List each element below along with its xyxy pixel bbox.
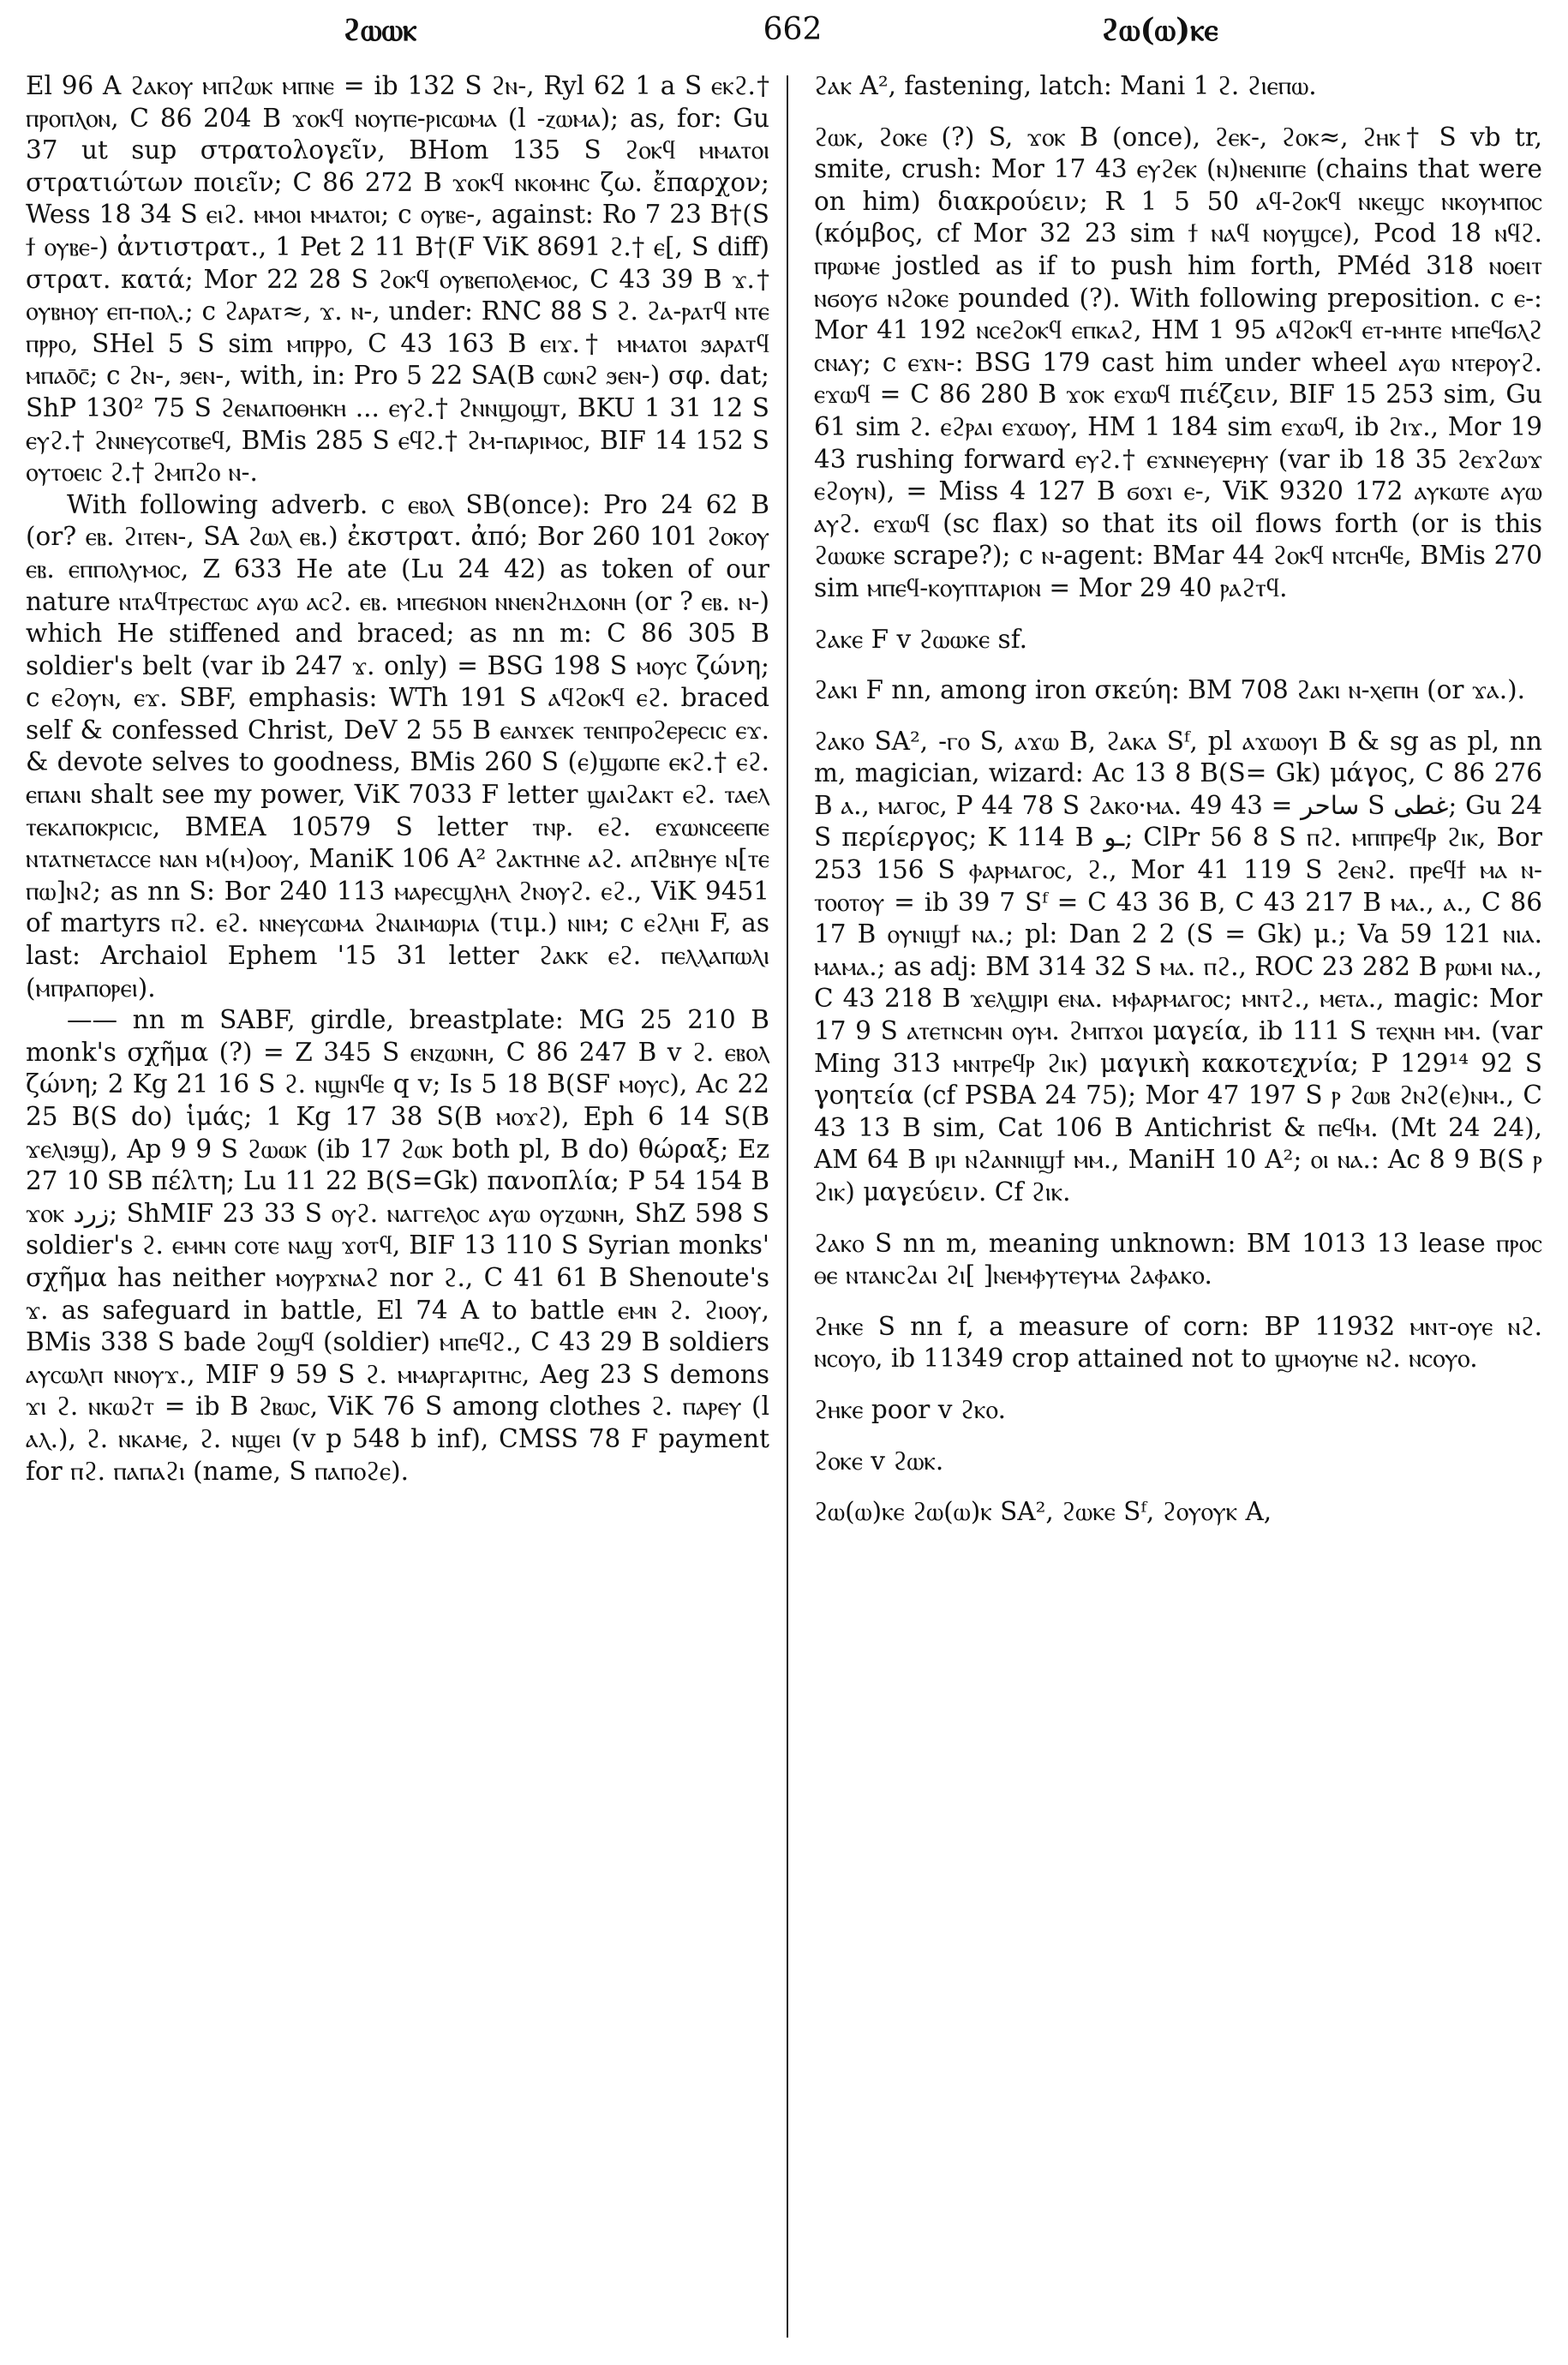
entry-paragraph: ϩⲏⲕⲉ S nn f, a measure of corn: BP 11932 ⲙⲛⲧ-ⲟⲩⲉ ⲛϩ. ⲛⲥⲟⲩⲟ, ib 11349 crop attained not to ϣⲙⲟⲩⲛⲉ ⲛϩ. ⲛⲥⲟⲩⲟ.: [814, 1311, 1542, 1374]
entry-paragraph: ϩⲟⲕⲉ v ϩⲱⲕ.: [814, 1446, 944, 1476]
entry-paragraph: ϩⲏⲕⲉ poor v ϩⲕⲟ.: [814, 1394, 1007, 1424]
entry-paragraph: ϩⲁⲕⲉ F v ϩⲱⲱⲕⲉ sf.: [814, 624, 1027, 654]
entry-paragraph: El 96 A ϩⲁⲕⲟⲩ ⲙⲡϩⲱⲕ ⲙⲡⲛⲉ = ib 132 S ϩⲛ-, Ryl 62 1 a S ⲉⲕϩ.† ⲡⲣⲟⲡⲗⲟⲛ, C 86 204 B ϫⲟⲕϥ ⲛⲟⲩⲡⲉ-ⲣⲓⲥⲱⲙⲁ (l -ⲍⲱⲙⲁ); as, for: Gu 37 ut sup στρατολογεῖν, BHom 135 S ϩⲟⲕϥ ⲙⲙⲁⲧⲟⲓ στρατιώτων ποιεῖν; C 86 272 B ϫⲟⲕϥ ⲛⲕⲟⲙⲏⲥ ζω. ἔπαρχον; Wess 18 34 S ⲉⲓϩ. ⲙⲙⲟⲓ ⲙⲙⲁⲧⲟⲓ; c ⲟⲩⲃⲉ-, against: Ro 7 23 B†(S ϯ ⲟⲩⲃⲉ-) ἀντιστρατ., 1 Pet 2 11 B†(F ViK 8691 ϩ.† ⲉ[, S diff) στρατ. κατά; Mor 22 28 S ϩⲟⲕϥ ⲟⲩⲃⲉⲡⲟⲗⲉⲙⲟⲥ, C 43 39 B ϫ.† ⲟⲩⲃⲏⲟⲩ ⲉⲡ-ⲡⲟⲗ.; c ϩⲁⲣⲁⲧ≈, ϫ. ⲛ-, under: RNC 88 S ϩ. ϩⲁ-ⲣⲁⲧϥ ⲛⲧⲉ ⲡⲣⲣⲟ, SHel 5 S sim ⲙⲡⲣⲣⲟ, C 43 163 B ⲉⲓϫ.† ⲙⲙⲁⲧⲟⲓ ϧⲁⲣⲁⲧϥ ⲙⲡⲁⲟ̄ⲥ̄; c ϩⲛ-, ϧⲉⲛ-, with, in: Pro 5 22 SA(B ⲥⲱⲛϩ ϧⲉⲛ-) σφ. dat; ShP 130² 75 S ϩⲉⲛⲁⲡⲟⲑⲏⲕⲏ ... ⲉⲩϩ.† ϩⲛⲛϣⲟϣⲧ, BKU 1 31 12 S ⲉⲩϩ.† ϩⲛⲛⲉⲩⲥⲟⲧⲃⲉϥ, BMis 285 S ⲉϥϩ.† ϩⲙ-ⲡⲁⲣⲓⲙⲟⲥ, BIF 14 152 S ⲟⲩⲧⲟⲉⲓⲥ ϩ.† ϩⲙⲡϩⲟ ⲛ-.: [26, 71, 769, 488]
entry-paragraph: ϩⲁⲕⲟ SA², -ⲅⲟ S, ⲁϫⲱ B, ϩⲁⲕⲁ Sᶠ, pl ⲁϫⲱⲟⲩⲓ B & sg as pl, nn m, magician, wizard: Ac 13 8 B(S= Gk) μάγος, C 86 276 B ⲁ., ⲙⲁⲅⲟⲥ, P 44 78 S ϩⲁⲕⲟ·ⲙⲁ. ساحر = 43 49 S غطى; Gu 24 S περίεργος; K 114 B ـو; ClPr 56 8 S ⲡϩ. ⲙⲡⲡⲣⲉϥⲣ ϩⲓⲕ, Bor 253 156 S ⲫⲁⲣⲙⲁⲅⲟⲥ, ϩ., Mor 41 119 S ϩⲉⲛϩ. ⲡⲣⲉϥϯ ⲙⲁ ⲛ-ⲧⲟⲟⲧⲟⲩ = ib 39 7 Sᶠ = C 43 36 B, C 43 217 B ⲙⲁ., ⲁ., C 86 17 B ⲟⲩⲛⲓϣϯ ⲛⲁ.; pl: Dan 2 2 (S = Gk) μ.; Va 59 121 ⲛⲓⲁ. ⲙⲁⲙⲁ.; as adj: BM 314 32 S ⲙⲁ. ⲡϩ., ROC 23 282 B ⲣⲱⲙⲓ ⲛⲁ., C 43 218 B ϫⲉⲗϣⲓⲣⲓ ⲉⲛⲁ. ⲙⲫⲁⲣⲙⲁⲅⲟⲥ; ⲙⲛⲧϩ., ⲙⲉⲧⲁ., magic: Mor 17 9 S ⲁⲧⲉⲧⲛⲥⲙⲛ ⲟⲩⲙ. ϩⲙⲡϫⲟⲓ μαγεία, ib 111 S ⲧⲉⲭⲛⲏ ⲙⲙ. (var Ming 313 ⲙⲛⲧⲣⲉϥⲣ ϩⲓⲕ) μαγικὴ κακοτεχνία; P 129¹⁴ 92 S γοητεία (cf PSBA 24 75); Mor 47 197 S ⲣ ϩⲱⲃ ϩⲛϩ(ⲉ)ⲛⲙ., C 43 13 B sim, Cat 106 B Antichrist & ⲡⲉϥⲙ. (Mt 24 24), AM 64 B ⲓⲣⲓ ⲛϩⲁⲛⲛⲓϣϯ ⲙⲙ., ManiH 10 A²; ⲟⲓ ⲛⲁ.: Ac 8 9 B(S ⲣ ϩⲓⲕ) μαγεύειν. Cf ϩⲓⲕ.: [814, 726, 1542, 1206]
entry-paragraph: —— nn m SABF, girdle, breastplate: MG 25 210 B monk's σχῆμα (?) = Z 345 S ⲉⲛⲍⲱⲛⲏ, C 86 247 B v ϩ. ⲉⲃⲟⲗ ζώνη; 2 Kg 21 16 S ϩ. ⲛϣⲛϥⲉ q v; Is 5 18 B(SF ⲙⲟⲩⲥ), Ac 22 25 B(S do) ἱμάς; 1 Kg 17 38 S(B ⲙⲟϫϩ), Eph 6 14 S(B ϫⲉⲗⲓϧϣ), Ap 9 9 S ϩⲱⲱⲕ (ib 17 ϩⲱⲕ both pl, B do) θώραξ; Ez 27 10 SB πέλτη; Lu 11 22 B(S=Gk) πανοπλία; P 54 154 B ϫⲟⲕ زرد; ShMIF 23 33 S ⲟⲩϩ. ⲛⲁⲅⲅⲉⲗⲟⲥ ⲁⲩⲱ ⲟⲩⲍⲱⲛⲏ, ShZ 598 S soldier's ϩ. ⲉⲙⲙⲛ ⲥⲟⲧⲉ ⲛⲁϣ ϫⲟⲧϥ, BIF 13 110 S Syrian monks' σχῆμα has neither ⲙⲟⲩⲣϫⲛⲁϩ nor ϩ., C 41 61 B Shenoute's ϫ. as safeguard in battle, El 74 A to battle ⲉⲙⲛ ϩ. ϩⲓⲟⲟⲩ, BMis 338 S bade ϩⲟϣϥ (soldier) ⲙⲡⲉϥϩ., C 43 29 B soldiers ⲁⲩⲥⲱⲗⲡ ⲛⲛⲟⲩϫ., MIF 9 59 S ϩ. ⲙⲙⲁⲣⲅⲁⲣⲓⲧⲏⲥ, Aeg 23 S demons ϫⲓ ϩ. ⲛⲕⲱϩⲧ = ib B ϩⲃⲱⲥ, ViK 76 S among clothes ϩ. ⲡⲁⲣⲉⲩ (l ⲁⲗ.), ϩ. ⲛⲕⲁⲙⲉ, ϩ. ⲛϣⲉⲓ (v p 548 b inf), CMSS 78 F payment for ⲡϩ. ⲡⲁⲡⲁϩⲓ (name, S ⲡⲁⲡⲟϩⲉ).: [26, 1005, 769, 1486]
left-column: [26, 70, 769, 2339]
entry-paragraph: ϩⲁⲕⲟ S nn m, meaning unknown: BM 1013 13 lease ⲡⲣⲟⲥ ⲑⲉ ⲛⲧⲁⲛⲥϩⲁⲓ ϩⲓ[ ]ⲛⲉⲙⲫⲩⲧⲉⲩⲙⲁ ϩⲁⲫⲁⲕⲟ.: [814, 1228, 1542, 1290]
right-column: [814, 70, 1542, 2339]
entry-paragraph: With following adverb. c ⲉⲃⲟⲗ SB(once): Pro 24 62 B (or? ⲉⲃ. ϩⲓⲧⲉⲛ-, SA ϩⲱⲗ ⲉⲃ.) ἐκστρατ. ἀπό; Bor 260 101 ϩⲟⲕⲟⲩ ⲉⲃ. ⲉⲡⲡⲟⲗⲩⲙⲟⲥ, Z 633 He ate (Lu 24 42) as token of our nature ⲛⲧⲁϥⲧⲣⲉⲥⲧⲱⲥ ⲁⲩⲱ ⲁⲥϩ. ⲉⲃ. ⲙⲡⲉϭⲛⲟⲛ ⲛⲛⲉⲛϩⲏⲇⲟⲛⲏ (or ? ⲉⲃ. ⲛ-) which He stiffened and braced; as nn m: C 86 305 B soldier's belt (var ib 247 ϫ. only) = BSG 198 S ⲙⲟⲩⲥ ζώνη; c ⲉϩⲟⲩⲛ, ⲉϫ. SBF, emphasis: WTh 191 S ⲁϥϩⲟⲕϥ ⲉϩ. braced self & confessed Christ, DeV 2 55 B ⲉⲁⲛϫⲉⲕ ⲧⲉⲛⲡⲣⲟϩⲉⲣⲉⲥⲓⲥ ⲉϫ. & devote selves to goodness, BMis 260 S (ⲉ)ϣⲱⲡⲉ ⲉⲕϩ.† ⲉϩ. ⲉⲡⲁⲛⲓ shalt see my power, ViK 7033 F letter ϣⲁⲓϩⲁⲕⲧ ⲉϩ. ⲧⲁⲉⲗ ⲧⲉⲕⲁⲡⲟⲕⲣⲓⲥⲓⲥ, BMEA 10579 S letter ⲧⲛⲣ. ⲉϩ. ⲉϫⲱⲛⲥⲉⲉⲡⲉ ⲛⲧⲁⲧⲛⲉⲧⲁⲥⲥⲉ ⲛⲁⲛ ⲙ(ⲙ)ⲟⲟⲩ, ManiK 106 A² ϩⲁⲕⲧⲏⲛⲉ ⲁϩ. ⲁⲡϩⲃⲏⲩⲉ ⲛ[ⲧⲉ ⲡⲱ]ⲛϩ; as nn S: Bor 240 113 ⲙⲁⲣⲉⲥϣⲗⲏⲗ ϩⲛⲟⲩϩ. ⲉϩ., ViK 9451 of martyrs ⲡϩ. ⲉϩ. ⲛⲛⲉⲩⲥⲱⲙⲁ ϩⲛⲁⲓⲙⲱⲣⲓⲁ (τιμ.) ⲛⲓⲙ; c ⲉϩⲗⲏⲓ F, as last: Archaiol Ephem '15 31 letter ϩⲁⲕⲕ ⲉϩ. ⲡⲉⲗⲗⲁⲡⲱⲗⲓ (ⲙⲡⲣⲁⲡⲟⲣⲉⲓ).: [26, 489, 769, 1003]
page-number: 662: [763, 12, 823, 47]
entry-paragraph: ϩⲱ(ⲱ)ⲕⲉ ϩⲱ(ⲱ)ⲕ SA², ϩⲱⲕⲉ Sᶠ, ϩⲟⲩⲟⲩⲕ A,: [814, 1497, 1272, 1527]
entry-paragraph: ϩⲁⲕ A², fastening, latch: Mani 1 ϩ. ϩⲓⲉⲡⲱ.: [814, 71, 1317, 100]
entry-paragraph: ϩⲁⲕⲓ F nn, among iron σκεύη: BM 708 ϩⲁⲕⲓ ⲛ-ⲭⲉⲡⲏ (or ϫⲁ.).: [814, 675, 1525, 705]
running-head-left: ϩⲱⲱⲕ: [343, 12, 417, 48]
column-divider: [787, 75, 788, 2338]
running-head-right: ϩⲱ(ⲱ)ⲕⲉ: [1101, 12, 1218, 48]
entry-paragraph: ϩⲱⲕ, ϩⲟⲕⲉ (?) S, ϫⲟⲕ B (once), ϩⲉⲕ-, ϩⲟⲕ≈, ϩⲏⲕ† S vb tr, smite, crush: Mor 17 43 ⲉⲩϩⲉⲕ (ⲛ)ⲛⲉⲛⲓⲡⲉ (chains that were on him) διακρούειν; R 1 5 50 ⲁϥ-ϩⲟⲕϥ ⲛⲕⲉϣⲥ ⲛⲕⲟⲩⲙⲡⲟⲥ (κόμβος, cf Mor 32 23 sim ϯ ⲛⲁϥ ⲛⲟⲩϣⲥⲉ), Pcod 18 ⲛϥϩ. ⲡⲣⲱⲙⲉ jostled as if to push him forth, PMéd 318 ⲛⲟⲉⲓⲧ ⲛϭⲟⲩϭ ⲛϩⲟⲕⲉ pounded (?). With following preposition. c ⲉ-: Mor 41 192 ⲛⲥⲉϩⲟⲕϥ ⲉⲡⲕⲁϩ, HM 1 95 ⲁϥϩⲟⲕϥ ⲉⲧ-ⲙⲏⲧⲉ ⲙⲡⲉϥϭⲗϩ ⲥⲛⲁⲩ; c ⲉϫⲛ-: BSG 179 cast him under wheel ⲁⲩⲱ ⲛⲧⲉⲣⲟⲩϩ. ⲉϫⲱϥ = C 86 280 B ϫⲟⲕ ⲉϫⲱϥ πιέζειν, BIF 15 253 sim, Gu 61 sim ϩ. ⲉϩⲣⲁⲓ ⲉϫⲱⲟⲩ, HM 1 184 sim ⲉϫⲱϥ, ib ϩⲓϫ., Mor 19 43 rushing forward ⲉⲩϩ.† ⲉϫⲛⲛⲉⲩⲉⲣⲏⲩ (var ib 18 35 ϩⲉϫϩⲱϫ ⲉϩⲟⲩⲛ), = Miss 4 127 B ϭⲟϫⲓ ⲉ-, ViK 9320 172 ⲁⲩⲕⲱⲧⲉ ⲁⲩⲱ ⲁⲩϩ. ⲉϫⲱϥ (sc flax) so that its oil flows forth (or is this ϩⲱⲱⲕⲉ scrape?); c ⲛ-agent: BMar 44 ϩⲟⲕϥ ⲛⲧⲥⲏϥⲉ, BMis 270 sim ⲙⲡⲉϥ-ⲕⲟⲩⲡⲧⲁⲣⲓⲟⲛ = Mor 29 40 ⲣⲁϩⲧϥ.: [814, 122, 1542, 602]
